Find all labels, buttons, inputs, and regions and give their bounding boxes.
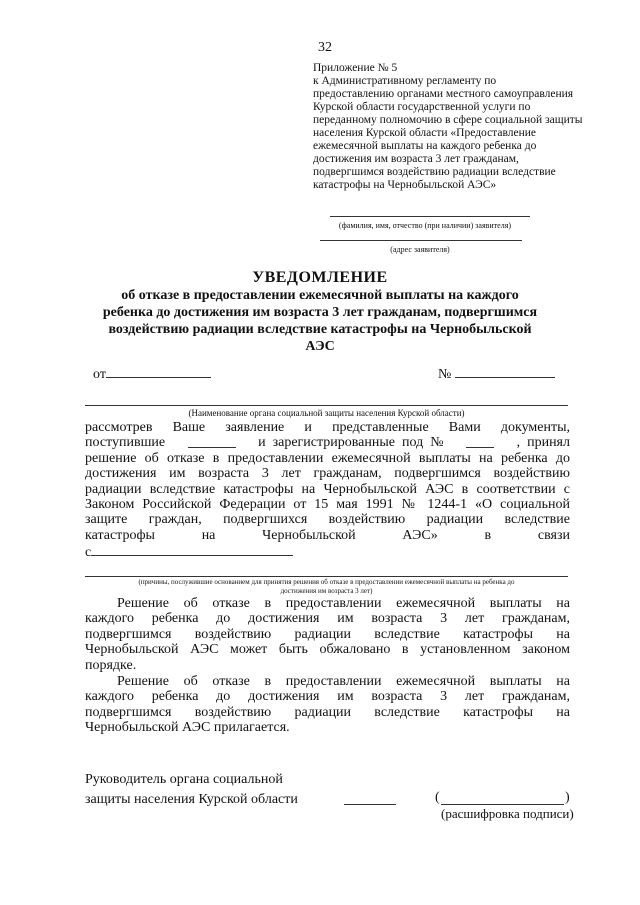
notice-title-line: ребенка до достижения им возраста 3 лет гражданам, подвергшимся [102,305,538,320]
organ-name-line[interactable] [85,405,568,406]
close-paren: ) [565,790,570,805]
body-word: рассмотрев [85,420,153,435]
body-line: достижения им возраста 3 лет гражданам, подвергшимся воздействию [85,466,570,482]
appeal-line: подвергшимся воздействию радиации вследствие катастрофы на [85,626,570,642]
date-label: от [93,367,106,382]
reason-caption-line: достижения им возраста 3 лет) [280,587,373,595]
attachment-line: каждого ребенка до достижения им возраста 3 лет гражданам, [85,689,570,705]
received-date-blank[interactable] [188,435,236,448]
appendix-line: подвергшимся воздействию радиации вследствие [313,166,556,178]
body-word: Вами [448,420,481,435]
appendix-header [313,62,598,192]
body-word: и [304,420,312,435]
decode-signature-line[interactable] [441,804,564,805]
body-word: катастрофы [85,527,155,543]
decision-paragraph [85,420,570,561]
body-word: поступившие [85,435,166,451]
page-number: 32 [318,40,332,55]
body-word: представленные [332,420,429,435]
appendix-line: переданному полномочию в сфере социальной защиты [313,114,583,126]
signature-line[interactable] [344,804,396,805]
appeal-line: каждого ребенка до достижения им возраста 3 лет гражданам, [85,611,570,627]
number-label: № [438,367,452,382]
appeal-line: порядке. [85,657,137,673]
registration-number-blank[interactable] [466,435,494,448]
body-line: Законом Российской Федерации от 15 мая 1991 № 1244-1 «О социальной [85,497,570,513]
notice-title-line: АЭС [305,339,335,354]
appeal-line: Чернобыльской АЭС может быть обжаловано в установленном законом [85,642,570,658]
date-blank[interactable] [106,365,211,378]
body-word: документы, [500,420,570,435]
body-line [85,528,570,543]
appeal-line: Решение об отказе в предоставлении ежемесячной выплаты на [117,596,570,611]
appendix-line: достижения им возраста 3 лет гражданам, [313,153,519,165]
appendix-line: населения Курской области «Предоставление [313,127,536,139]
appendix-line: к Административному регламенту по [313,75,497,87]
body-word: связи [537,527,570,543]
notice-title [80,268,560,355]
signatory-title-line-1: Руководитель органа социальной [85,772,283,787]
reason-caption [85,578,568,596]
appendix-line: предоставлению органами местного самоуправления [313,88,574,100]
reason-line[interactable] [85,576,568,577]
organ-name-caption: (Наименование органа социальной защиты населения Курской области) [188,408,465,418]
notice-title-line: об отказе в предоставлении ежемесячной выплаты на каждого [121,288,519,303]
appendix-line: катастрофы на Чернобыльской АЭС» [313,179,497,191]
appendix-line: ежемесячной выплаты на каждого ребенка до [313,140,537,152]
notice-title-main: УВЕДОМЛЕНИЕ [252,269,388,286]
body-word: в [484,527,492,543]
applicant-address-line[interactable] [320,240,522,241]
body-word: Ваше [172,420,206,435]
body-line: радиации вследствие катастрофы на Чернобыльской АЭС в соответствии с [85,481,570,497]
reason-blank-start[interactable] [91,543,293,556]
body-word: и зарегистрированные под № [258,435,444,451]
attachment-line: Чернобыльской АЭС прилагается. [85,720,290,736]
number-field [438,365,555,383]
body-word: с [85,545,92,561]
attachment-paragraph [85,674,570,736]
appeal-paragraph [85,596,570,673]
reason-caption-line: (причины, послужившие основанием для принятия решения об отказе в предоставлении ежемесячной выплаты на ребенка до [138,578,515,586]
body-line [85,543,570,560]
signatory-title-line-2: защиты населения Курской области [85,792,298,807]
body-word: заявление [225,420,285,435]
applicant-address-caption: (адрес заявителя) [390,245,450,254]
date-field [93,365,211,383]
appendix-line: Курской области государственной услуги по [313,101,531,113]
body-line: решение об отказе в предоставлении ежемесячной выплаты на ребенка до [85,450,570,466]
number-blank[interactable] [455,365,555,378]
notice-title-line: воздействию радиации вследствие катастрофы на Чернобыльской [108,322,532,337]
open-paren: ( [435,790,440,805]
body-word: АЭС» [402,527,438,543]
applicant-name-caption: (фамилия, имя, отчество (при наличии) заявителя) [338,221,512,230]
applicant-name-line[interactable] [330,216,530,217]
body-word: на [201,527,216,543]
appendix-line: Приложение № 5 [313,62,398,74]
body-line [85,435,570,450]
attachment-line: Решение об отказе в предоставлении ежемесячной выплаты на [117,674,570,689]
attachment-line: подвергшимся воздействию радиации вследствие катастрофы на [85,704,570,720]
body-line [85,420,570,435]
decode-signature-caption: (расшифровка подписи) [441,806,574,821]
body-word: , принял [516,435,570,451]
body-word: Чернобыльской [262,527,356,543]
body-line: защите граждан, подвергшихся воздействию радиации вследствие [85,512,570,528]
